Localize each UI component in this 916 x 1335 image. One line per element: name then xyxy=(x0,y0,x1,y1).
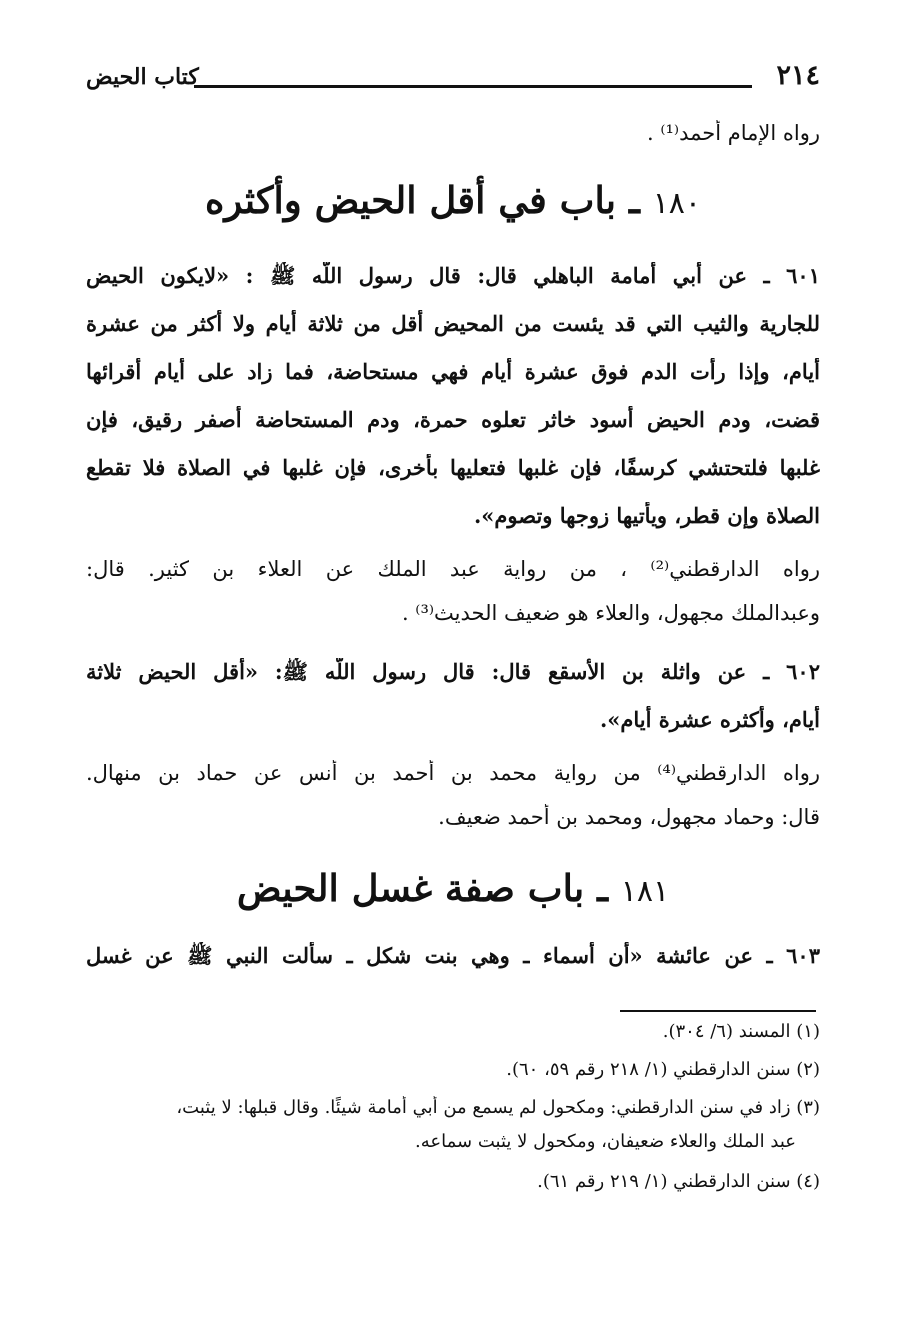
chapter-separator: ـ xyxy=(584,866,621,910)
hadith-601-line: أيام، وإذا رأت الدم فوق عشرة أيام فهي مستحاضة، فما زاد على أيام أقرائها xyxy=(86,359,820,384)
footnote: (٤) سنن الدارقطني (١/ ٢١٩ رقم ٦١). xyxy=(537,1171,820,1192)
page-header xyxy=(86,58,820,98)
chapter-title: باب في أقل الحيض وأكثره xyxy=(204,178,617,222)
hadith-601-commentary: رواه الدارقطني⁽²⁾ ، من رواية عبد الملك عن العلاء بن كثير. قال: xyxy=(86,557,820,581)
hadith-601-line: غلبها فلتحتشي كرسفًا، فإن غلبها فتعليها بأخرى، فإن غلبها في الصلاة فلا تقطع xyxy=(86,455,820,480)
hadith-601-line: قضت، ودم الحيض أسود خاثر تعلوه حمرة، ودم المستحاضة أصفر رقيق، فإن xyxy=(86,407,820,432)
hadith-601-line: الصلاة وإن قطر، ويأتيها زوجها وتصوم». xyxy=(473,503,820,528)
hadith-602-commentary: قال: وحماد مجهول، ومحمد بن أحمد ضعيف. xyxy=(438,805,820,829)
running-title: كتاب الحيض xyxy=(86,64,199,90)
hadith-603-line: ٦٠٣ ـ عن عائشة «أن أسماء ـ وهي بنت شكل ـ سألت النبي ﷺ عن غسل xyxy=(86,943,820,968)
footnote: (١) المسند (٦/ ٣٠٤). xyxy=(662,1021,820,1042)
footnote-continuation: عبد الملك والعلاء ضعيفان، ومكحول لا يثبت سماعه. xyxy=(415,1131,796,1152)
chapter-separator: ـ xyxy=(616,178,653,222)
chapter-title: باب صفة غسل الحيض xyxy=(236,866,585,910)
chapter-number: ١٨١ xyxy=(620,874,670,909)
footnote: (٢) سنن الدارقطني (١/ ٢١٨ رقم ٥٩، ٦٠). xyxy=(506,1059,820,1080)
chapter-heading-180 xyxy=(86,178,820,222)
intro-line: رواه الإمام أحمد⁽¹⁾ . xyxy=(646,121,820,145)
chapter-heading-181 xyxy=(86,866,820,910)
hadith-602-line: أيام، وأكثره عشرة أيام». xyxy=(599,707,820,732)
header-rule xyxy=(194,85,752,88)
hadith-601-commentary: وعبدالملك مجهول، والعلاء هو ضعيف الحديث⁽³⁾ . xyxy=(401,601,820,625)
page-number: ٢١٤ xyxy=(776,60,820,91)
hadith-602-line: ٦٠٢ ـ عن واثلة بن الأسقع قال: قال رسول اللَّه ﷺ: «أقل الحيض ثلاثة xyxy=(86,659,820,684)
footnote-rule xyxy=(620,1010,816,1012)
footnote: (٣) زاد في سنن الدارقطني: ومكحول لم يسمع من أبي أمامة شيئًا. وقال قبلها: لا يثبت، xyxy=(176,1097,820,1118)
chapter-number: ١٨٠ xyxy=(652,186,702,221)
hadith-601-line: ٦٠١ ـ عن أبي أمامة الباهلي قال: قال رسول اللَّه ﷺ : «لايكون الحيض xyxy=(86,263,820,288)
hadith-602-commentary: رواه الدارقطني⁽⁴⁾ من رواية محمد بن أحمد بن أنس عن حماد بن منهال. xyxy=(86,761,820,785)
hadith-601-line: للجارية والثيب التي قد يئست من المحيض أقل من ثلاثة أيام ولا أكثر من عشرة xyxy=(86,311,820,336)
